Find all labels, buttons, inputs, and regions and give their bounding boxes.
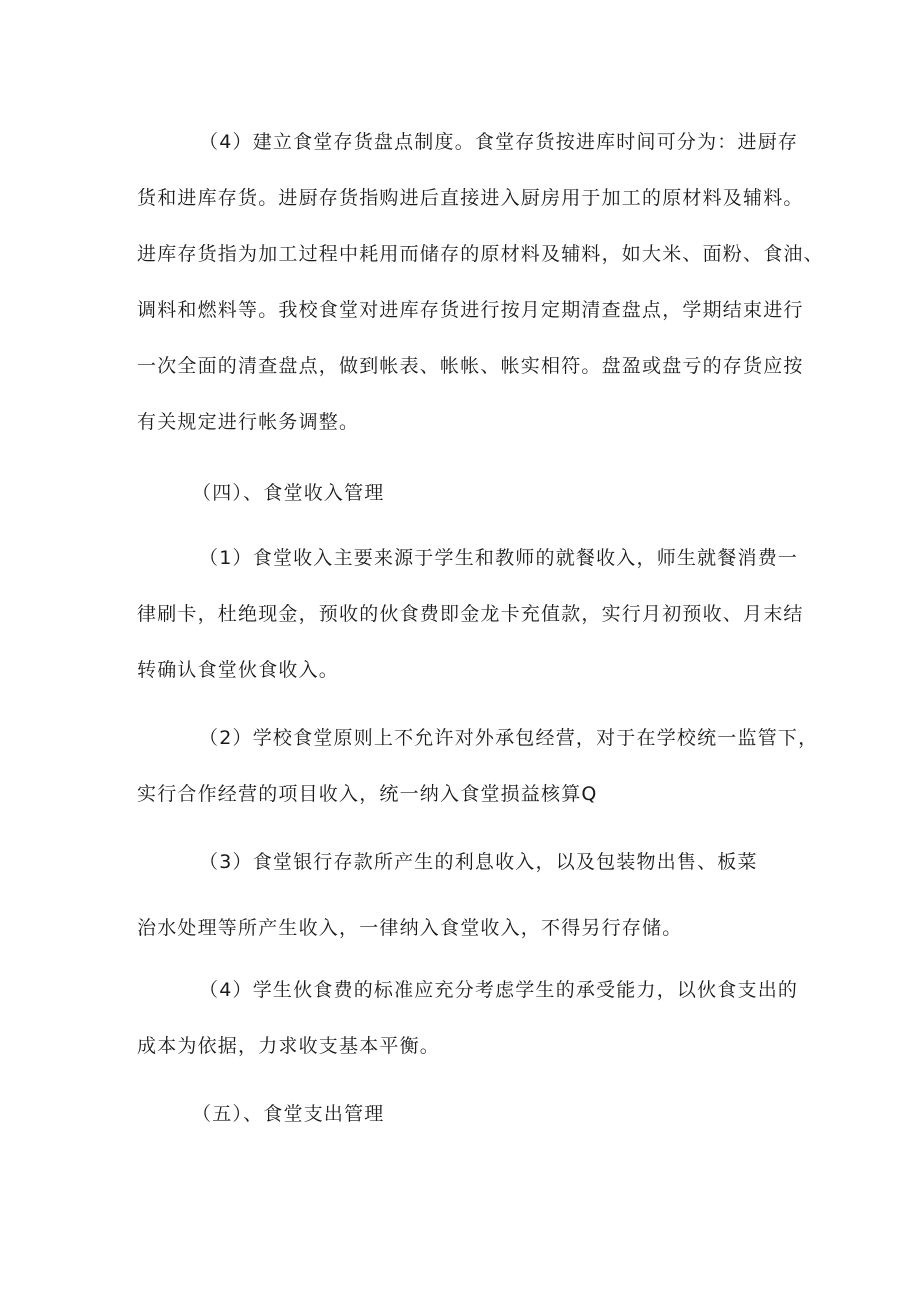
paragraph-line: 进库存货指为加工过程中耗用而储存的原材料及辅料，如大米、面粉、食油、 bbox=[137, 243, 824, 265]
paragraph-line: 律刷卡，杜绝现金，预收的伙食费即金龙卡充值款，实行月初预收、月末结 bbox=[137, 603, 804, 625]
paragraph-line: （2）学校食堂原则上不允许对外承包经营，对于在学校统一监管下， bbox=[199, 727, 819, 749]
paragraph-line: 一次全面的清查盘点，做到帐表、帐帐、帐实相符。盘盈或盘亏的存货应按 bbox=[137, 355, 804, 377]
paragraph-line: 成本为依据，力求收支基本平衡。 bbox=[137, 1035, 441, 1057]
paragraph-line: 货和进库存货。进厨存货指购进后直接进入厨房用于加工的原材料及辅料。 bbox=[137, 187, 804, 209]
paragraph-line: 实行合作经营的项目收入，统一纳入食堂损益核算Q bbox=[137, 783, 598, 805]
paragraph-line: （4）建立食堂存货盘点制度。食堂存货按进库时间可分为：进厨存 bbox=[199, 131, 799, 153]
section-heading: （四）、食堂收入管理 bbox=[192, 482, 385, 504]
paragraph-line: （4）学生伙食费的标准应充分考虑学生的承受能力，以伙食支出的 bbox=[199, 979, 799, 1001]
paragraph-line: （1）食堂收入主要来源于学生和教师的就餐收入，师生就餐消费一 bbox=[199, 547, 799, 569]
paragraph-line: 调料和燃料等。我校食堂对进库存货进行按月定期清查盘点，学期结束进行 bbox=[137, 299, 804, 321]
paragraph-line: 有关规定进行帐务调整。 bbox=[137, 411, 360, 433]
paragraph-line: 转确认食堂伙食收入。 bbox=[137, 659, 340, 681]
paragraph-line: 治水处理等所产生收入，一律纳入食堂收入，不得另行存储。 bbox=[137, 917, 683, 939]
section-heading: （五）、食堂支出管理 bbox=[192, 1103, 385, 1125]
paragraph-line: （3）食堂银行存款所产生的利息收入，以及包装物出售、板菜 bbox=[199, 851, 758, 873]
